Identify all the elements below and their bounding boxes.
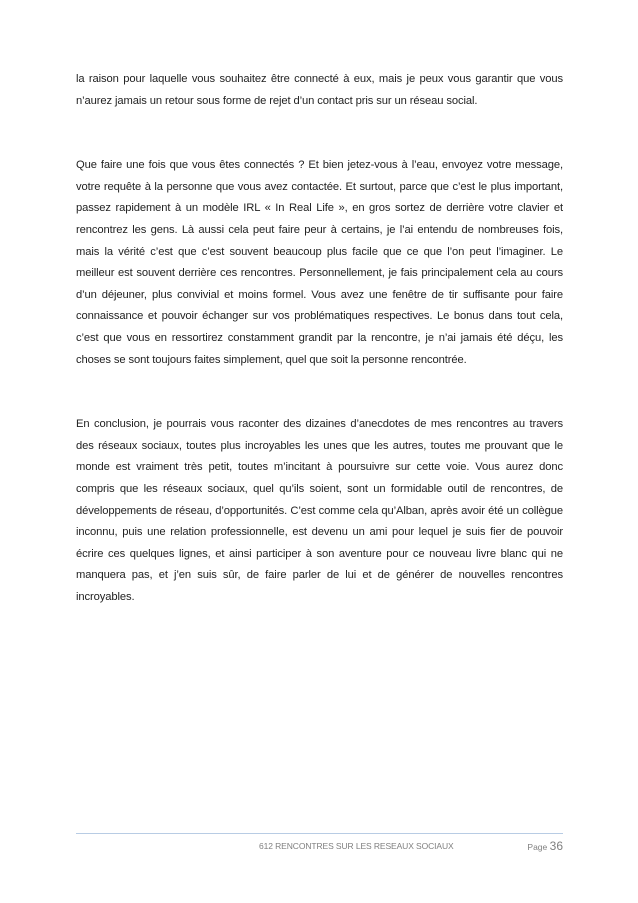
paragraph-2: Que faire une fois que vous êtes connectés ? Et bien jetez-vous à l’eau, envoyez votre message, votre requête à la personne que vous avez contactée. Et surtout, parce que c’est le plus important, passez rapidement à un modèle IRL « In Real Life », en gros sortez de derrière votre clavier et rencontrez les gens. Là aussi cela peut faire peur à certains, je l’ai entendu de nombreuses fois, mais la vérité c’est que c’est souvent beaucoup plus facile que ce que l’on peut l’imaginer. Le meilleur est souvent derrière ces rencontres. Personnellement, je fais principalement cela au cours d’un déjeuner, plus convivial et moins formel. Vous avez une fenêtre de tir suffisante pour faire connaissance et pouvoir échanger sur vos problématiques respectives. Le bonus dans tout cela, c’est que vous en ressortirez constamment grandit par la rencontre, je n’ai jamais été déçu, les choses se sont toujours faites simplement, quel que soit la personne rencontrée. [76,159,563,366]
body-text [76,69,563,608]
page-number: 36 [549,839,563,853]
page-footer [76,839,563,859]
footer-page-indicator [527,839,563,853]
paragraph-3: En conclusion, je pourrais vous raconter des dizaines d’anecdotes de mes rencontres au travers des réseaux sociaux, toutes plus incroyables les unes que les autres, toutes me prouvant que le monde est vraiment très petit, toutes m’incitant à poursuivre sur cette voie. Vous aurez donc compris que les réseaux sociaux, quel qu’ils soient, sont un formidable outil de rencontres, de développements de réseau, d’opportunités. C’est comme cela qu’Alban, après avoir été un collègue inconnu, puis une relation professionnelle, est devenu un ami pour lequel je suis fier de pouvoir écrire ces quelques lignes, et ainsi participer à son aventure pour ce nouveau livre blanc qui ne manquera pas, et j’en suis sûr, de faire parler de lui et de générer de nouvelles rencontres incroyables. [76,418,563,603]
footer-divider [76,833,563,834]
page-label: Page [527,842,548,852]
paragraph-1: la raison pour laquelle vous souhaitez être connecté à eux, mais je peux vous garantir que vous n’aurez jamais un retour sous forme de rejet d’un contact pris sur un réseau social. [76,73,563,107]
footer-title: 612 RENCONTRES SUR LES RESEAUX SOCIAUX [259,841,454,851]
